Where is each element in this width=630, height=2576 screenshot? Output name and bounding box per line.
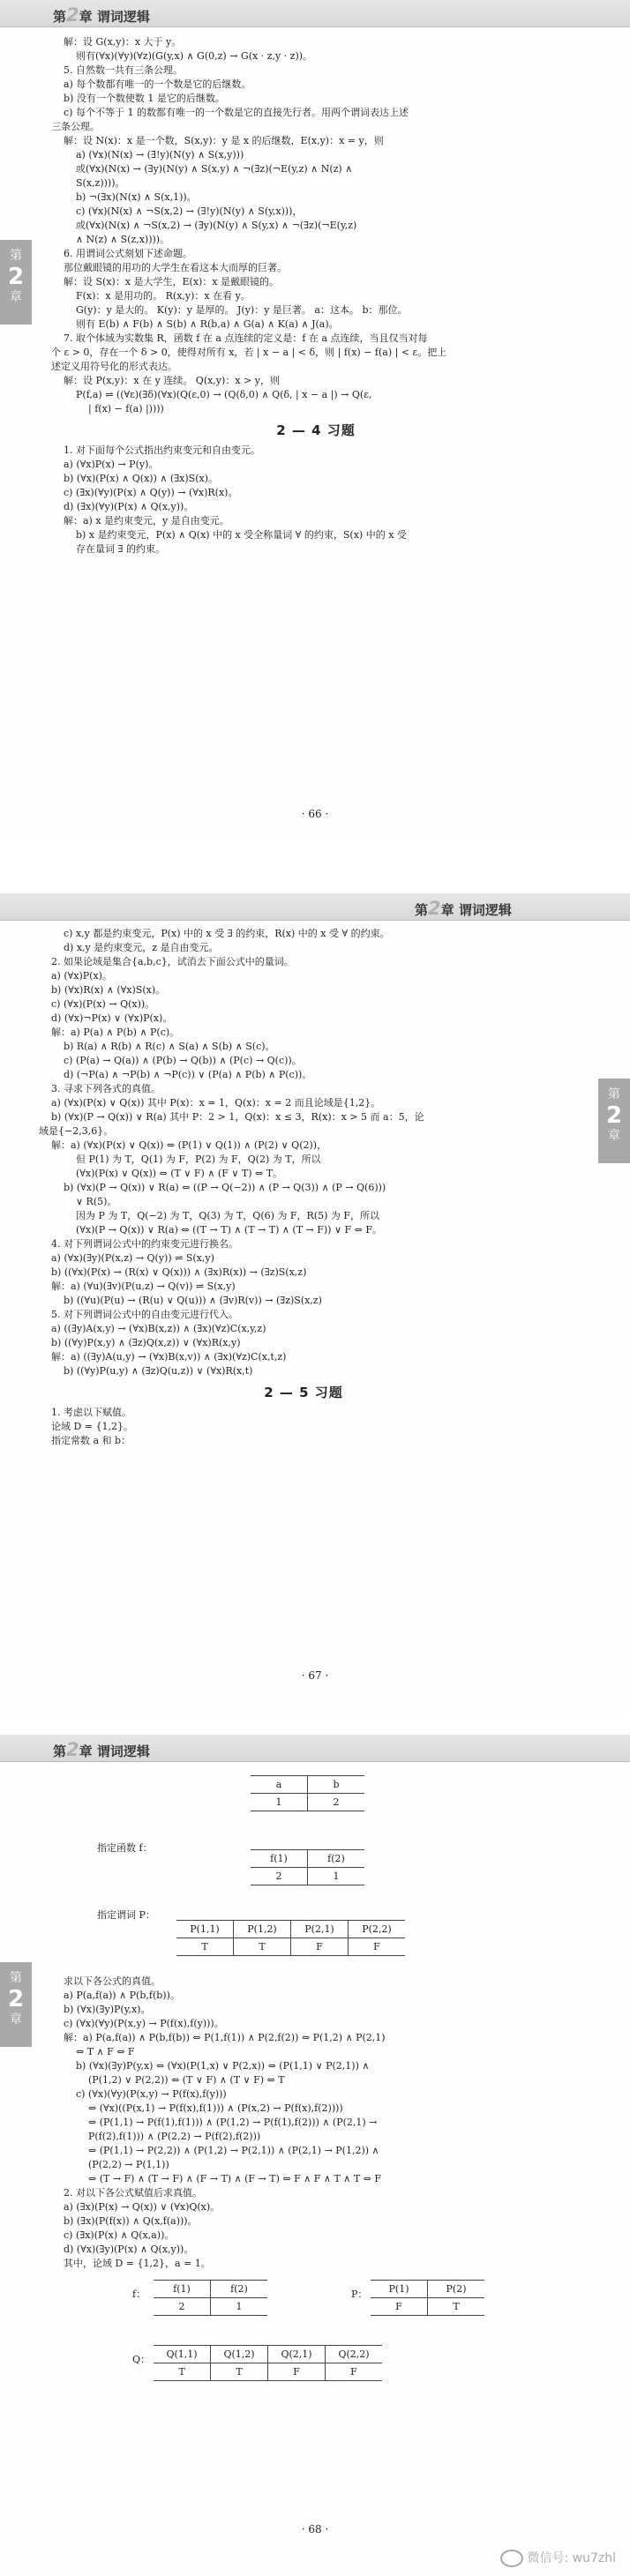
table-header: Q(1,2) <box>211 2346 268 2363</box>
chapter-side-tab <box>0 1962 32 2047</box>
table-header: f(2) <box>211 2281 268 2298</box>
table-cell: 2 <box>154 2298 211 2316</box>
text-line: 解：a) (∀x)(P(x) ∨ Q(x)) ⇔ (P(1) ∨ Q(1)) ∧ (P(2) ∨ Q(2))， <box>51 1139 327 1151</box>
text-line: c) (∀x)(N(x) ∧ ¬S(x,2) → (∃!y)(N(y) ∧ S(y,x)))， <box>76 205 303 217</box>
text-line: c) x,y 都是约束变元，P(x) 中的 x 受 ∃ 的约束，R(x) 中的 x 受 ∀ 的约束。 <box>64 928 390 939</box>
tab-top: 第 <box>608 1087 620 1101</box>
header-title: 章 谓词逻辑 <box>79 9 150 25</box>
text-line: 存在量词 ∃ 的约束。 <box>76 543 165 555</box>
text-line: ⇔ (∀x)((P(x,1) → P(f(x),f(1))) ∧ (P(x,2) → P(f(x),f(2)))) <box>88 2102 343 2114</box>
table-header: Q(2,2) <box>326 2346 383 2363</box>
text-line: a) (∀x)P(x) → P(y)。 <box>64 459 159 470</box>
tab-number: 2 <box>7 264 25 290</box>
text-line: ⇔ T ∧ F ⇔ F <box>76 2046 135 2057</box>
label-f1: f： <box>132 2289 146 2300</box>
tab-bottom: 章 <box>10 290 22 304</box>
table-cell: T <box>428 2298 485 2316</box>
chapter-header <box>0 893 630 921</box>
text-line: 或(∀x)(N(x) ∧ ¬S(x,2) → (∃y)(N(y) ∧ S(y,x) ∧ ¬(∃z)(¬E(y,z) <box>76 220 357 231</box>
predicate-table-2 <box>371 2280 484 2316</box>
label-q: Q： <box>132 2354 151 2365</box>
predicate-table-q <box>154 2345 382 2381</box>
text-line: 2. 对以下各公式赋值后求真值。 <box>64 2187 202 2199</box>
text-line: b) (∃x)(P(f(x)) ∧ Q(x,f(a)))。 <box>64 2215 198 2227</box>
table-cell: 2 <box>251 1868 308 1885</box>
section-title: 2 — 5 习题 <box>264 1385 343 1400</box>
text-line: a) P(a,f(a)) ∧ P(b,f(b))。 <box>64 1990 180 2001</box>
table-cell: F <box>349 1938 406 1956</box>
table-cell: T <box>234 1938 291 1956</box>
page-number: · 66 · <box>301 808 329 820</box>
text-block-a <box>51 35 581 416</box>
text-line: a) (∃x)(P(x) → Q(x)) ∨ (∀x)Q(x)。 <box>64 2201 221 2213</box>
text-line: b) (∀x)(∃y)P(y,x)。 <box>64 2004 151 2015</box>
text-line: F(x)：x 是用功的。 R(x,y)：x 在看 y。 <box>76 290 251 302</box>
tab-bottom: 章 <box>608 1129 620 1143</box>
text-line: 解：设 G(x,y)：x 大于 y。 <box>64 36 182 48</box>
text-line: ⇔ (P(1,1) → P(2,2)) ∧ (P(1,2) → P(2,1)) ∧ (P(2,1) → P(1,2)) ∧ <box>88 2145 379 2156</box>
tab-number: 2 <box>605 1102 623 1129</box>
page-body <box>51 1975 581 2271</box>
table-cell: T <box>154 2363 211 2381</box>
page-68 <box>0 1735 630 2576</box>
text-block-b <box>39 1406 568 1448</box>
text-line: 4. 对下列谓词公式中的约束变元进行换名。 <box>51 1238 238 1250</box>
page-gap <box>0 1715 630 1735</box>
text-line: a) 每个数都有唯一的一个数是它的后继数。 <box>64 78 251 90</box>
text-line: (∀x)(P → Q(x)) ∨ R(a) ⇔ ((T → T) ∧ (T → T) ∧ (T → F)) ∨ F ⇔ F。 <box>76 1224 382 1236</box>
text-line: 解：设 S(x)：x 是大学生，E(x)：x 是戴眼镜的。 <box>64 276 280 287</box>
text-line: c) (∀x)(∀y)(P(x,y) → P(f(x),f(y))) <box>76 2088 227 2100</box>
table-cell: 1 <box>211 2298 268 2316</box>
text-line: 域是{−2,3,6}。 <box>39 1125 114 1137</box>
text-line: (P(2,2) → P(1,1)) <box>88 2159 169 2170</box>
label-predicate-p: 指定谓词 P： <box>97 1909 155 1921</box>
header-title: 章 谓词逻辑 <box>79 1743 150 1759</box>
text-line: b) ((∀y)P(x,y) ∧ (∃z)Q(x,z)) ∨ (∀x)R(x,y) <box>51 1337 241 1348</box>
text-line: 3. 寻求下列各式的真值。 <box>51 1083 161 1094</box>
page-number: · 68 · <box>301 2523 329 2535</box>
text-line: d) (∀x)¬P(x) ∨ (∀x)P(x)。 <box>51 1012 173 1024</box>
function-table-2 <box>154 2280 267 2316</box>
table-header: f(1) <box>154 2281 211 2298</box>
text-line: 2. 如果论域是集合{a,b,c}，试消去下面公式中的量词。 <box>51 956 294 967</box>
text-line: 其中，论域 D = {1,2}，a = 1。 <box>64 2258 211 2269</box>
table-header: a <box>251 1776 308 1794</box>
table-header: P(2) <box>428 2281 485 2298</box>
header-prefix: 第 <box>415 902 429 918</box>
text-line: ∨ R(5)。 <box>76 1196 117 1207</box>
header-chapter-number: 2 <box>66 1739 79 1760</box>
header-chapter-number: 2 <box>66 4 79 26</box>
chapter-side-tab <box>598 1079 630 1163</box>
table-header: P(2,1) <box>291 1921 349 1938</box>
table-header: P(1) <box>371 2281 428 2298</box>
table-header: P(1,2) <box>234 1921 291 1938</box>
table-cell: 2 <box>308 1794 365 1811</box>
label-function-f: 指定函数 f： <box>97 1842 153 1854</box>
text-line: c) (∃x)(P(x) ∧ Q(x,a))。 <box>64 2229 175 2241</box>
text-line: a) (∀x)(P(x) ∨ Q(x)) 其中 P(x)：x = 1，Q(x)：x = 2 而且论域是{1,2}。 <box>51 1097 381 1109</box>
chapter-side-tab <box>0 240 32 325</box>
wechat-icon <box>500 2550 523 2567</box>
page-gap <box>0 839 630 893</box>
text-line: P(f(2),f(1))) ∧ (P(2,2) → P(f(2),f(2))) <box>88 2131 261 2142</box>
table-header: P(1,1) <box>176 1921 234 1938</box>
text-line: (P(1,2) ∨ P(2,2)) ⇔ (T ∨ F) ∧ (T ∨ F) ⇔ T <box>88 2074 285 2086</box>
text-line: b) ((∀u)(P(u) → (R(u) ∨ Q(u))) ∧ (∃v)R(v)) → (∃z)S(x,z) <box>64 1295 322 1306</box>
text-line: b) (∀x)(P → Q(x)) ∨ R(a) ⇔ ((P → Q(−2)) ∧ (P → Q(3)) ∧ (P → Q(6))) <box>64 1182 386 1193</box>
table-cell: T <box>176 1938 234 1956</box>
tab-bottom: 章 <box>10 2012 22 2027</box>
text-block-a <box>39 927 568 1378</box>
constants-table <box>251 1775 364 1811</box>
text-line: 求以下各公式的真值。 <box>64 1975 161 1987</box>
tab-top: 第 <box>10 1971 22 1985</box>
table-header: b <box>308 1776 365 1794</box>
text-line: c) (∀x)(∀y)(P(x,y) → P(f(x),f(y)))。 <box>64 2018 224 2029</box>
text-line: S(x,z))))。 <box>76 177 125 189</box>
text-line: 个 ε > 0，存在一个 δ > 0，使得对所有 x，若 | x − a | < δ，则 | f(x) − f(a) | < ε。把上 <box>51 347 447 358</box>
chapter-header <box>0 1735 630 1762</box>
page-body <box>39 927 568 1448</box>
text-line: d) (∀x)(∃y)(P(x) ∧ Q(x,y))。 <box>64 2244 194 2255</box>
text-line: 论域 D = {1,2}。 <box>51 1421 134 1432</box>
text-line: c) (P(a) → Q(a)) ∧ (P(b) → Q(b)) ∧ (P(c) → Q(c))。 <box>64 1055 302 1066</box>
table-cell: F <box>326 2363 383 2381</box>
text-line: 1. 考虑以下赋值。 <box>51 1407 131 1418</box>
text-line: P(f,a) ⇌ ((∀ε)(∃δ)(∀x)(Q(ε,0) → (Q(δ,0) ∧ Q(δ, | x − a |) → Q(ε, <box>76 389 372 400</box>
header-title: 章 谓词逻辑 <box>440 902 512 918</box>
text-line: d) x,y 是约束变元，z 是自由变元。 <box>64 942 219 953</box>
page-66 <box>0 0 630 839</box>
text-line: 三条公理。 <box>51 121 100 132</box>
text-line: ⇔ (T → F) ∧ (T → F) ∧ (F → T) ∧ (F → T) ⇔ F ∧ F ∧ T ∧ T ⇔ F <box>88 2173 382 2184</box>
text-line: 6. 用谓词公式刻划下述命题。 <box>64 248 192 259</box>
label-p1: P： <box>351 2289 368 2300</box>
text-line: (∀x)(P(x) ∨ Q(x)) ⇔ (T ∨ F) ∧ (F ∨ T) ⇔ T。 <box>76 1168 283 1179</box>
watermark-text: 微信号: wu7zhl <box>527 2551 616 2565</box>
table-header: f(2) <box>308 1850 365 1868</box>
text-line: a) (∀x)(N(x) → (∃!y)(N(y) ∧ S(x,y))) <box>76 149 244 161</box>
text-line: 但 P(1) 为 T，Q(1) 为 F，P(2) 为 F，Q(2) 为 T，所以 <box>76 1154 321 1165</box>
text-line: | f(x) − f(a) |)))) <box>88 403 164 414</box>
text-line: 解：a) x 是约束变元，y 是自由变元。 <box>64 515 229 526</box>
text-line: 解：a) P(a) ∧ P(b) ∧ P(c)。 <box>51 1027 180 1038</box>
text-line: b) (∀x)(P → Q(x)) ∨ R(a) 其中 P：2 > 1，Q(x)：x ≤ 3，R(x)：x > 5 而 a：5，论 <box>51 1111 424 1123</box>
text-line: 因为 P 为 T，Q(−2) 为 T，Q(3) 为 T，Q(6) 为 F，R(5) 为 F，所以 <box>76 1210 380 1221</box>
text-line: 则有(∀x)(∀y)(∀z)(G(y,x) ∧ G(0,z) → G(x · z,y · z))。 <box>76 50 313 62</box>
table-cell: F <box>371 2298 428 2316</box>
predicate-table <box>176 1920 405 1956</box>
table-header: Q(2,1) <box>268 2346 326 2363</box>
text-line: d) (∃x)(∀y)(P(x) ∧ Q(x,y))。 <box>64 501 194 512</box>
text-line: 解：a) (∀u)(∃v)(P(u,z) → Q(v)) ⇌ S(x,y) <box>51 1281 236 1292</box>
text-line: b) ¬(∃x)(N(x) ∧ S(x,1))。 <box>76 191 197 203</box>
chapter-header <box>0 0 630 27</box>
text-line: 那位戴眼镜的用功的大学生在看这本大而厚的巨著。 <box>64 262 287 273</box>
page-body <box>51 35 581 556</box>
header-chapter-number: 2 <box>428 898 441 919</box>
table-cell: F <box>268 2363 326 2381</box>
function-table <box>251 1849 364 1885</box>
table-cell: T <box>211 2363 268 2381</box>
text-line: d) (¬P(a) ∧ ¬P(b) ∧ ¬P(c)) ∨ (P(a) ∧ P(b) ∧ P(c))。 <box>64 1069 312 1080</box>
table-cell: F <box>291 1938 349 1956</box>
text-line: c) 每个不等于 1 的数都有唯一的一个数是它的直接先行者。用两个谓词表达上述 <box>64 107 409 118</box>
text-line: b) (∀x)(∃y)P(y,x) ⇔ (∀x)(P(1,x) ∨ P(2,x)) ⇔ (P(1,1) ∨ P(2,1)) ∧ <box>76 2060 370 2072</box>
text-line: 解：设 N(x)：x 是一个数，S(x,y)：y 是 x 的后继数，E(x,y)：x = y，则 <box>64 135 384 146</box>
tab-number: 2 <box>7 1986 25 2012</box>
text-line: 5. 自然数一共有三条公理。 <box>64 64 183 76</box>
text-line: 则有 E(b) ∧ F(b) ∧ S(b) ∧ R(b,a) ∧ G(a) ∧ K(a) ∧ J(a)。 <box>76 318 339 330</box>
text-line: b) (∀x)R(x) ∧ (∀x)S(x)。 <box>51 984 166 996</box>
watermark <box>500 2549 616 2567</box>
text-line: c) (∃x)(∀y)(P(x) ∧ Q(y)) → (∀x)R(x)。 <box>64 487 238 498</box>
table-header: Q(1,1) <box>154 2346 211 2363</box>
text-line: 1. 对下面每个公式指出约束变元和自由变元。 <box>64 444 260 456</box>
text-line: G(y)：y 是大的。 K(y)：y 是厚的。 J(y)：y 是巨著。 a：这本。 b：那位。 <box>76 304 408 316</box>
tab-top: 第 <box>10 249 22 263</box>
text-line: ∧ N(z) ∧ S(z,x))))。 <box>76 234 170 245</box>
text-line: b) ((∀x)(P(x) → (R(x) ∨ Q(x))) ∧ (∃x)R(x)) → (∃z)S(x,z) <box>51 1266 307 1278</box>
text-line: a) ((∃y)A(x,y) → (∀x)B(x,z)) ∧ (∃x)(∀z)C(x,y,z) <box>51 1323 266 1334</box>
text-line: b) 没有一个数使数 1 是它的后继数。 <box>64 93 225 104</box>
header-prefix: 第 <box>53 9 67 25</box>
text-line: a) (∀x)(∃y)(P(x,z) → Q(y)) ⇌ S(x,y) <box>51 1252 214 1264</box>
text-line: 解：设 P(x,y)：x 在 y 连续。 Q(x,y)：x > y，则 <box>64 375 280 386</box>
text-line: 7. 取个体域为实数集 R，函数 f 在 a 点连续的定义是：f 在 a 点连续，当且仅当对每 <box>64 332 428 344</box>
text-line: 解：a) ((∃y)A(u,y) → (∀x)B(x,v)) ∧ (∃x)(∀z)C(x,t,z) <box>51 1351 287 1363</box>
text-line: 解：a) P(a,f(a)) ∧ P(b,f(b)) ⇔ P(1,f(1)) ∧ P(2,f(2)) ⇔ P(1,2) ∧ P(2,1) <box>64 2032 386 2043</box>
table-header: f(1) <box>251 1850 308 1868</box>
table-header: P(2,2) <box>349 1921 406 1938</box>
text-line: a) (∀x)P(x)。 <box>51 970 112 982</box>
text-line: c) (∀x)(P(x) → Q(x))。 <box>51 998 155 1010</box>
table-cell: 1 <box>308 1868 365 1885</box>
text-line: b) R(a) ∧ R(b) ∧ R(c) ∧ S(a) ∧ S(b) ∧ S(c)。 <box>64 1041 275 1052</box>
text-line: 述定义用符号化的形式表达。 <box>51 361 177 372</box>
text-line: b) (∀x)(P(x) ∧ Q(x)) ∧ (∃x)S(x)。 <box>64 473 218 484</box>
text-line: 5. 对下列谓词公式中的自由变元进行代入。 <box>51 1309 238 1320</box>
text-line: ⇔ (P(1,1) → P(f(1),f(1))) ∧ (P(1,2) → P(f(1),f(2))) ∧ (P(2,1) → <box>88 2117 378 2128</box>
text-line: 指定常数 a 和 b： <box>51 1435 131 1446</box>
table-cell: 1 <box>251 1794 308 1811</box>
section-title: 2 — 4 习题 <box>276 422 356 438</box>
text-line: b) ((∀y)P(u,y) ∧ (∃z)Q(u,z)) ∨ (∀x)R(x,t) <box>64 1365 253 1377</box>
page-number: · 67 · <box>301 1669 329 1682</box>
text-line: b) x 是约束变元，P(x) ∧ Q(x) 中的 x 受全称量词 ∀ 的约束，S(x) 中的 x 受 <box>76 529 407 541</box>
header-prefix: 第 <box>53 1743 67 1759</box>
text-block-b <box>51 444 581 556</box>
page-67 <box>0 893 630 1715</box>
text-line: 或(∀x)(N(x) → (∃y)(N(y) ∧ S(x,y) ∧ ¬(∃z)(¬E(y,z) ∧ N(z) ∧ <box>76 163 353 175</box>
